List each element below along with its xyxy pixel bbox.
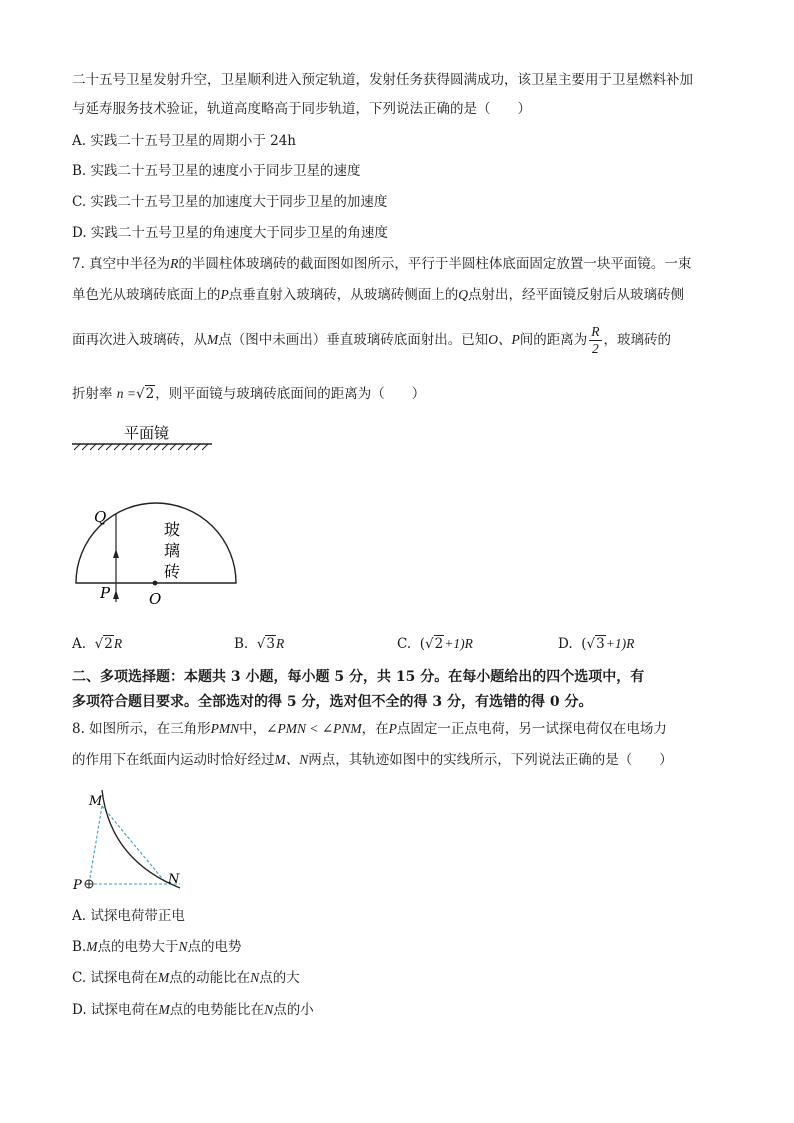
q7-option-d: D. (√3+1)R [558, 636, 635, 652]
q8-stem-line2: 的作用下在纸面内运动时恰好经过M、N两点，其轨迹如图中的实线所示，下列说法正确的是（ ） [72, 752, 673, 768]
q6-option-d: D. 实践二十五号卫星的角速度大于同步卫星的角速度 [72, 225, 388, 241]
q7-stem-line4: 折射率 n =√2，则平面镜与玻璃砖底面间的距离为（ ） [72, 386, 426, 402]
q8-option-a: A. 试探电荷带正电 [72, 908, 185, 924]
ray-arrow-up [113, 549, 119, 558]
q8-option-b: B.M点的电势大于N点的电势 [72, 939, 242, 955]
q6-option-c: C. 实践二十五号卫星的加速度大于同步卫星的加速度 [72, 194, 388, 210]
q6-option-a: A. 实践二十五号卫星的周期小于 24h [72, 133, 296, 149]
q7-option-b: B. √3R [234, 636, 285, 652]
section2-line2: 多项符合题目要求。全部选对的得 5 分，选对但不全的得 3 分，有选错的得 0 分。 [72, 694, 593, 710]
q7-stem-line2: 单色光从玻璃砖底面上的P点垂直射入玻璃砖，从玻璃砖侧面上的Q点射出，经平面镜反射后从玻璃砖侧 [72, 287, 684, 303]
q7-option-a: A. √2R [72, 636, 123, 652]
segment-mn [102, 806, 166, 883]
q7-stem-line1: 7. 真空中半径为R的半圆柱体玻璃砖的截面图如图所示，平行于半圆柱体底面固定放置一块平面镜。一束 [72, 256, 692, 272]
q8-figure [70, 780, 200, 900]
q6-option-b: B. 实践二十五号卫星的速度小于同步卫星的速度 [72, 163, 361, 179]
center-point [153, 581, 158, 586]
q7-stem-line3: 面再次进入玻璃砖，从M点（图中未画出）垂直玻璃砖底面射出。已知O、P间的距离为 $\frac{R}{2}$ ，玻璃砖的 [72, 324, 671, 356]
glass-label-2: 璃 [164, 541, 181, 560]
glass-label-3: 砖 [164, 562, 181, 581]
q8-option-d: D. 试探电荷在M点的电势能比在N点的小 [72, 1002, 314, 1018]
glass-label-1: 玻 [164, 520, 181, 539]
point-o-label: O [149, 590, 162, 608]
section2-line1: 二、多项选择题：本题共 3 小题，每小题 5 分，共 15 分。在每小题给出的四个选项中，有 [72, 669, 645, 685]
q8-stem-line1: 8. 如图所示，在三角形PMN中，∠PMN < ∠PNM，在P点固定一正点电荷，另一试探电荷仅在电场力 [72, 721, 667, 737]
fraction-r-over-2: $\frac{R}{2}$ [591, 324, 600, 356]
plane-mirror [72, 444, 212, 450]
point-n-label: N [168, 872, 180, 887]
q7-figure [60, 420, 260, 610]
point-m-label: M [89, 794, 103, 809]
point-p-label: P [73, 878, 82, 893]
q7-option-c: C. (√2+1)R [397, 636, 473, 652]
point-q-label: Q [94, 508, 107, 526]
segment-pm [89, 806, 102, 884]
ray-arrow-lower [113, 590, 119, 599]
q6-stem-line2: 与延寿服务技术验证，轨道高度略高于同步轨道，下列说法正确的是（ ） [72, 101, 531, 117]
point-p-label: P [100, 584, 111, 602]
q6-stem-line1: 二十五号卫星发射升空，卫星顺利进入预定轨道，发射任务获得圆满成功，该卫星主要用于卫星燃料补加 [72, 72, 693, 88]
q8-option-c: C. 试探电荷在M点的动能比在N点的大 [72, 970, 300, 986]
mirror-label: 平面镜 [124, 424, 170, 442]
